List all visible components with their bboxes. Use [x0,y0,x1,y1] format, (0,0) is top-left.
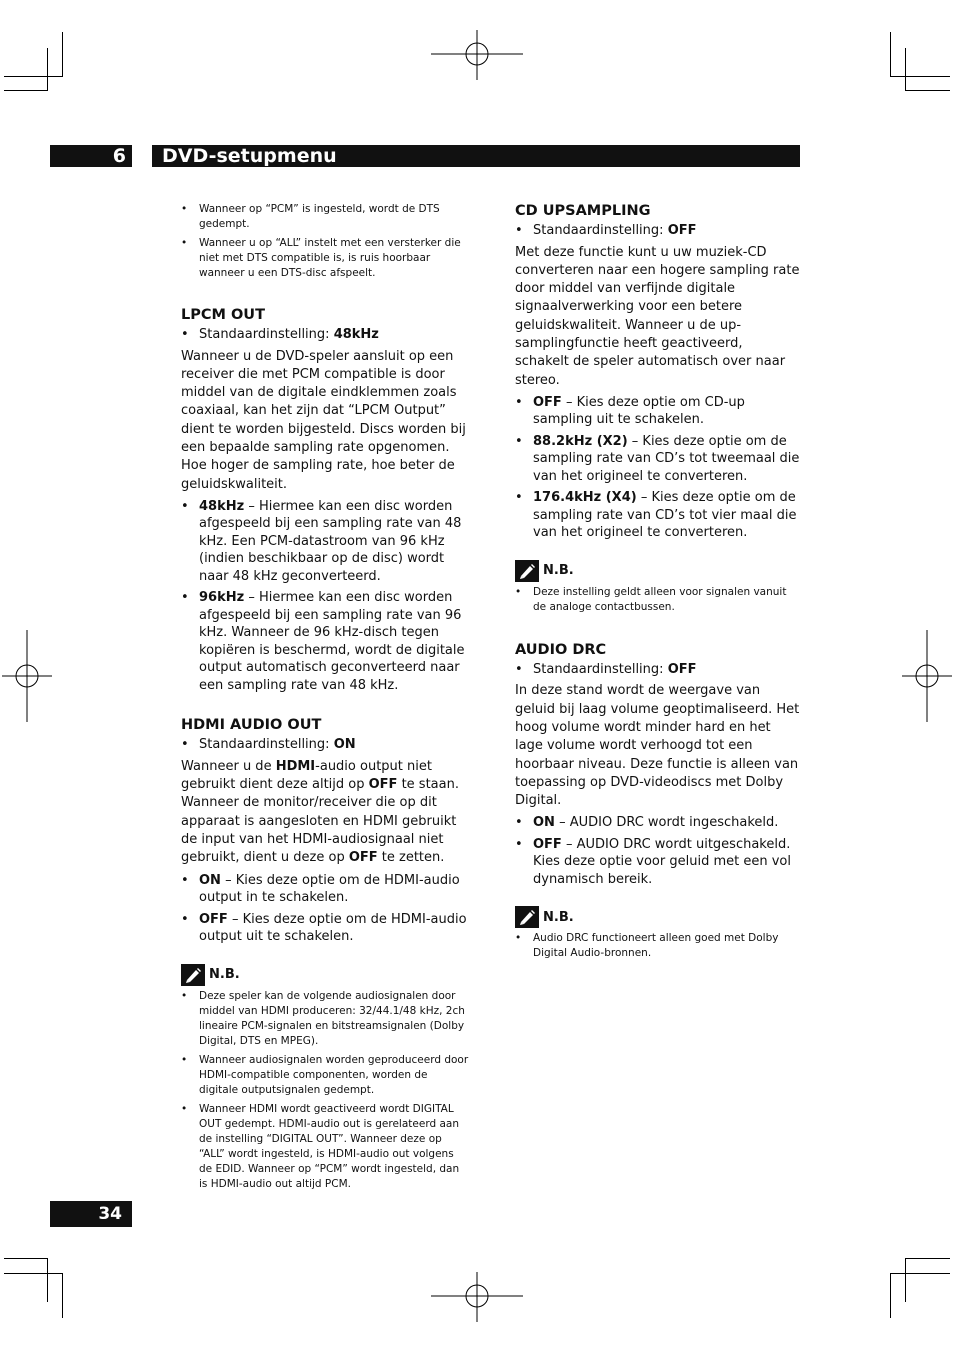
default-value: OFF [667,661,697,677]
list-item: • Deze instelling geldt alleen voor signalen vanuit de analoge contactbussen. [515,585,800,615]
list-item: • 48kHz – Hiermee kan een disc worden afgespeeld bij een sampling rate van 48 kHz. Een PCM-datastroom van 96 kHz (indien beschikbaar op de disc) wordt naar 48 kHz geconverteerd. [181,498,469,586]
chapter-title: DVD-setupmenu [152,145,800,167]
default-setting [181,326,469,344]
list-item: • Deze speler kan de volgende audiosignalen door middel van HDMI produceren: 32/44.1/48 kHz, 2ch lineaire PCM-signalen en bitstreamsignalen (Dolby Digital, DTS en MPEG). [181,989,469,1049]
pencil-note-icon [515,560,539,582]
list-item: • 88.2kHz (X2) – Kies deze optie om de sampling rate van CD’s tot tweemaal die van het origineel te converteren. [515,433,800,486]
pencil-note-icon [181,964,205,986]
note-header [515,906,800,928]
section-body: Wanneer u de DVD-speler aansluit op een receiver die met PCM compatible is door middel van de digitale eindklemmen zoals coaxiaal, kan het zijn dat “LPCM Output” dient te worden bijgesteld. Discs worden bij een bepaalde sampling rate opgenomen. Hoe hoger de sampling rate, hoe beter de geluidskwaliteit. [181,348,466,492]
option-list [181,872,469,946]
note-header [515,560,800,582]
registration-mark-icon [431,1272,523,1322]
list-item: • Wanneer op “PCM” is ingesteld, wordt de DTS gedempt. [181,202,469,232]
section-body: In deze stand wordt de weergave van geluid bij laag volume geoptimaliseerd. Het hoog volume wordt minder hard en het lage volume wordt verhoogd tot een hoorbaar niveau. Deze functie is alleen van toepassing op DVD-videodiscs met Dolby Digital. [515,683,800,809]
default-label: Standaardinstelling: [533,223,664,238]
registration-mark-icon [902,630,952,722]
default-label: Standaardinstelling: [199,737,330,753]
list-item: • OFF – AUDIO DRC wordt uitgeschakeld. Kies deze optie voor geluid met een vol dynamisch bereik. [515,836,800,889]
default-value: 48kHz [333,327,379,342]
section-title-audio-drc: AUDIO DRC [515,641,607,658]
list-item: • Wanneer HDMI wordt geactiveerd wordt DIGITAL OUT gedempt. HDMI-audio out is gerelateerd aan de instelling “DIGITAL OUT”. Wanneer deze op “ALL” wordt ingesteld, is HDMI-audio out volgens de EDID. Wanneer op “PCM” wordt ingesteld, dan is HDMI-audio out altijd PCM. [181,1102,469,1192]
note-label: N.B. [209,967,240,983]
note-list [515,585,800,615]
left-column [181,202,469,1196]
registration-mark-icon [2,630,52,722]
default-setting [515,222,800,240]
section-title-lpcm-out: LPCM OUT [181,307,265,323]
list-item: • 176.4kHz (X4) – Kies deze optie om de sampling rate van CD’s tot vier maal die van het origineel te converteren. [515,489,800,542]
list-item: • 96kHz – Hiermee kan een disc worden afgespeeld bij een sampling rate van 96 kHz. Wanneer de 96 kHz-disch tegen kopiëren is beschermd, wordt de digitale output automatisch geconverteerd naar een sampling rate van 48 kHz. [181,589,469,694]
note-label: N.B. [543,563,574,579]
section-body: Met deze functie kunt u uw muziek-CD converteren naar een hogere sampling rate door middel van verfijnde digitale signaalverwerking voor een betere geluidskwaliteit. Wanneer u de up-samplingfunctie heeft geactiveerd, schakelt de speler automatisch over naar stereo. [515,244,800,388]
section-title-cd-upsampling: CD UPSAMPLING [515,203,651,219]
default-label: Standaardinstelling: [199,327,330,342]
note-list [515,931,800,961]
note-label: N.B. [543,909,574,925]
list-item: • ON – Kies deze optie om de HDMI-audio output in te schakelen. [181,872,469,907]
list-item: • OFF – Kies deze optie om CD-up sampling uit te schakelen. [515,394,800,429]
section-body: Wanneer u de HDMI-audio output niet gebruikt dient deze altijd op OFF te staan. Wanneer de monitor/receiver die op dit apparaat is aangesloten en HDMI gebruikt de input van het HDMI-audiosignaal niet gebruikt, dient u deze op OFF te zetten. [181,758,459,866]
default-label: Standaardinstelling: [533,661,664,677]
section-title-hdmi-audio-out: HDMI AUDIO OUT [181,717,322,734]
page-number: 34 [50,1201,132,1227]
right-column [515,202,800,965]
registration-mark-icon [431,30,523,80]
pencil-note-icon [515,906,539,928]
option-list [515,394,800,542]
list-item: • Audio DRC functioneert alleen goed met Dolby Digital Audio-bronnen. [515,931,800,961]
chapter-number: 6 [50,145,132,167]
option-list [515,814,800,888]
note-list [181,989,469,1192]
list-item: • Wanneer u op “ALL” instelt met een versterker die niet met DTS compatible is, is ruis hoorbaar wanneer u een DTS-disc afspeelt. [181,236,469,281]
note-header [181,964,469,986]
default-value: OFF [667,223,697,238]
default-setting [515,661,800,679]
default-setting [181,736,469,754]
option-list [181,498,469,695]
default-value: ON [333,737,356,753]
list-item: • Wanneer audiosignalen worden geproduceerd door HDMI-compatible componenten, worden de digitale outputsignalen gedempt. [181,1053,469,1098]
intro-notes [181,202,469,281]
list-item: • ON – AUDIO DRC wordt ingeschakeld. [515,814,800,832]
list-item: • OFF – Kies deze optie om de HDMI-audio output uit te schakelen. [181,911,469,946]
